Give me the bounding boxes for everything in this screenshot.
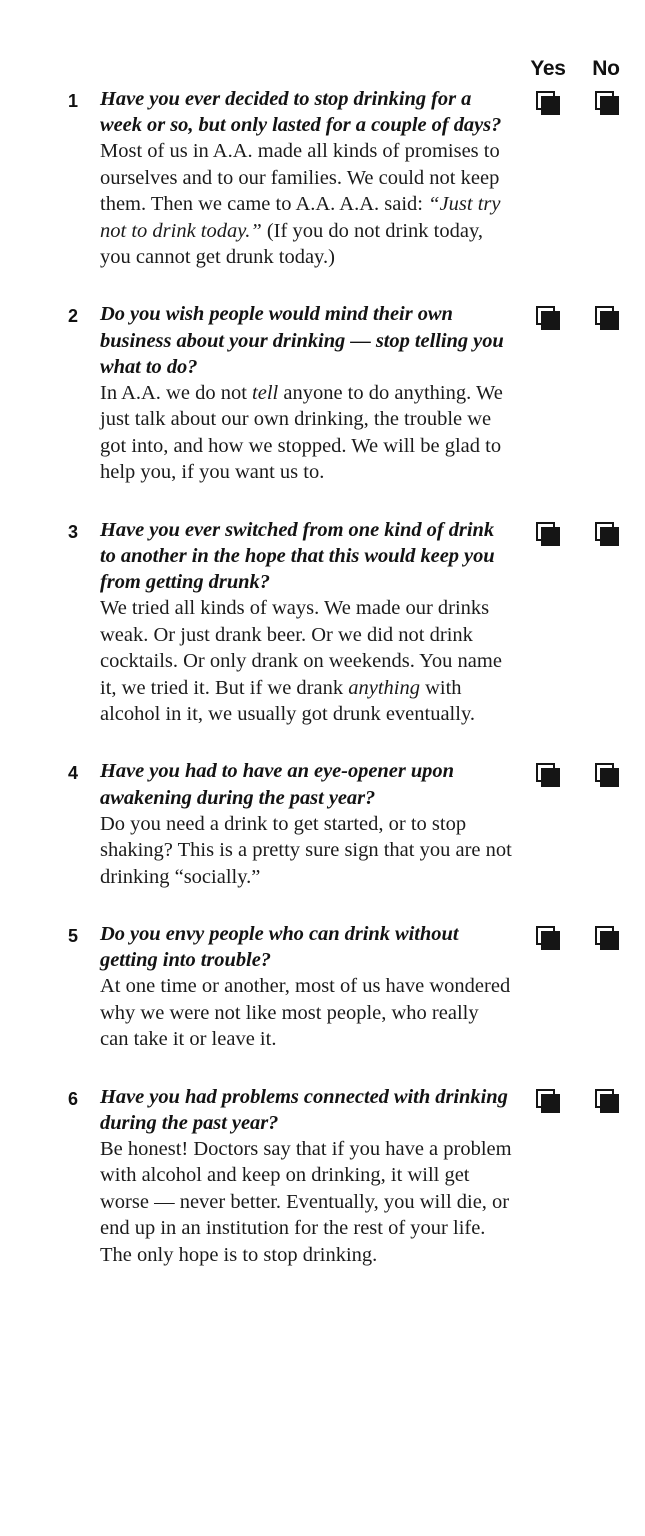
question-number: 1 (67, 91, 78, 111)
question-explanation-text: At one time or another, most of us have wondered why we were not like most people, who really can take it or leave it. (100, 975, 511, 1051)
no-checkbox-6[interactable] (595, 1089, 619, 1111)
question-title: Have you ever decided to stop drinking for a week or so, but only lasted for a couple of days? (100, 88, 502, 137)
question-body (100, 921, 512, 1053)
question-number: 5 (67, 925, 78, 946)
question-row (0, 1084, 645, 1268)
no-checkbox-2[interactable] (595, 306, 619, 328)
question-explanation-emphasis: anything (348, 676, 420, 699)
question-title: Do you envy people who can drink without getting into trouble? (100, 922, 459, 972)
question-explanation-text: We tried all kinds of ways. We made our drinks weak. Or just drank beer. Or we did not drink cocktails. Or only drank on weekends. You name it, we tried it. But if we drank (100, 597, 502, 699)
yes-checkbox-1[interactable] (536, 91, 560, 113)
question-explanation (100, 811, 512, 890)
question-explanation-text: Be honest! Doctors say that if you have a problem with alcohol and keep on drinking, it will get worse — never better. Eventually, you will die, or end up in an institution for the rest of your life. The only hope is to stop drinking. (100, 1137, 512, 1266)
yes-column-header: Yes (530, 57, 566, 80)
checkbox-icon[interactable] (536, 926, 555, 945)
question-number: 4 (67, 763, 78, 784)
question-explanation-text: anyone to do anything. We just talk about our own drinking, the trouble we got into, and how we stopped. We will be glad to help you, if you want us to. (100, 382, 503, 484)
question-body (100, 758, 512, 890)
question-row (0, 921, 645, 1053)
question-explanation-text: In A.A. we do not (100, 382, 253, 405)
checkbox-icon[interactable] (536, 763, 555, 782)
no-checkbox-4[interactable] (595, 763, 619, 785)
question-row (0, 301, 645, 485)
question-number: 3 (67, 521, 78, 542)
yes-checkbox-2[interactable] (536, 306, 560, 328)
question-explanation-text: (If you do not drink today, you cannot get drunk today.) (100, 219, 484, 269)
no-column-header: No (592, 57, 620, 80)
checkbox-icon[interactable] (595, 1089, 614, 1108)
question-body (100, 86, 512, 270)
checkbox-icon[interactable] (536, 522, 555, 541)
answer-column-headers (0, 57, 645, 83)
question-explanation-emphasis: tell (252, 382, 279, 405)
no-checkbox-3[interactable] (595, 522, 619, 544)
question-row (0, 517, 645, 728)
checkbox-icon[interactable] (595, 522, 614, 541)
no-checkbox-5[interactable] (595, 926, 619, 948)
question-explanation-emphasis: “Just try not to drink today.” (100, 193, 501, 242)
question-explanation (100, 1136, 512, 1268)
question-explanation (100, 973, 512, 1052)
question-list (0, 86, 645, 1268)
yes-checkbox-3[interactable] (536, 522, 560, 544)
question-body (100, 301, 512, 485)
question-explanation-text: Do you need a drink to get started, or to stop shaking? This is a pretty sure sign that you are not drinking “socially.” (100, 812, 512, 888)
yes-checkbox-5[interactable] (536, 926, 560, 948)
checkbox-icon[interactable] (595, 926, 614, 945)
no-checkbox-1[interactable] (595, 91, 619, 113)
question-row (0, 86, 645, 270)
checkbox-icon[interactable] (595, 306, 614, 325)
question-explanation (100, 138, 512, 270)
yes-checkbox-6[interactable] (536, 1089, 560, 1111)
yes-checkbox-4[interactable] (536, 763, 560, 785)
question-explanation (100, 595, 512, 727)
checkbox-icon[interactable] (595, 91, 614, 110)
checkbox-icon[interactable] (595, 763, 614, 782)
question-explanation-text: Most of us in A.A. made all kinds of promises to ourselves and to our families. We could not keep them. Then we came to A.A. A.A. said: (100, 140, 500, 216)
question-number: 6 (67, 1088, 78, 1109)
question-title: Have you ever switched from one kind of drink to another in the hope that this would keep you from getting drunk? (100, 518, 495, 594)
question-body (100, 1084, 512, 1268)
checkbox-icon[interactable] (536, 306, 555, 325)
question-body (100, 517, 512, 728)
question-number: 2 (67, 306, 78, 327)
question-title: Have you had to have an eye-opener upon awakening during the past year? (100, 760, 454, 809)
question-title: Do you wish people would mind their own business about your drinking — stop telling you what to do? (100, 303, 504, 378)
question-explanation-text: with alcohol in it, we usually got drunk eventually. (100, 676, 475, 725)
question-row (0, 758, 645, 890)
checkbox-icon[interactable] (536, 91, 555, 110)
question-explanation (100, 380, 512, 486)
checkbox-icon[interactable] (536, 1089, 555, 1108)
question-title: Have you had problems connected with drinking during the past year? (100, 1085, 508, 1134)
